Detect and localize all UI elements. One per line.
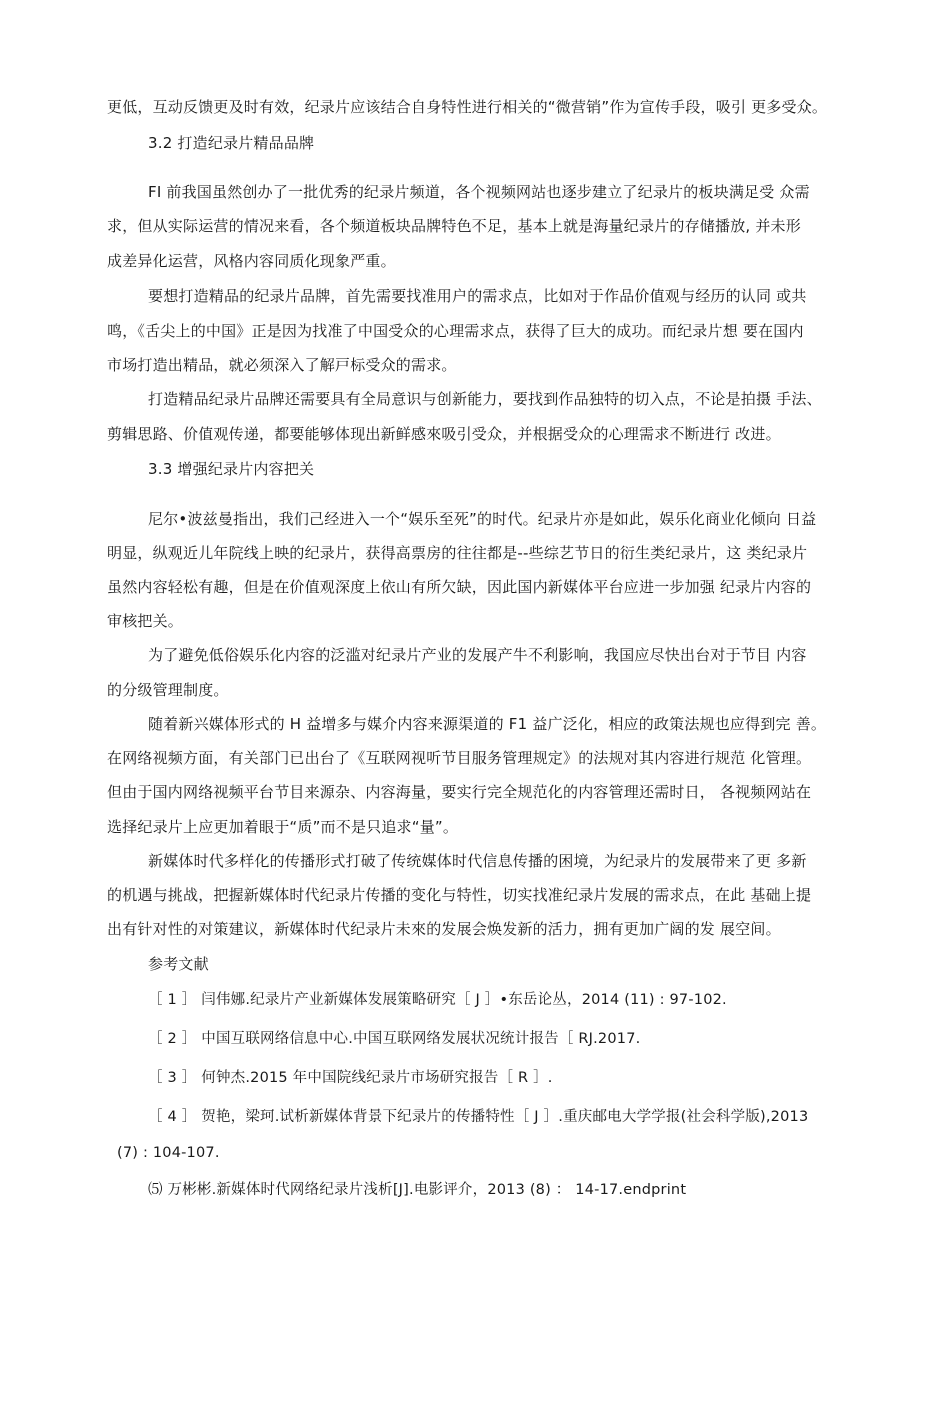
body-text-line: 随着新兴媒体形式的 H 益增多与媒介内容来源渠道的 F1 益广泛化，相应的政策法规也应得到完 善。 xyxy=(148,715,827,733)
body-text-line: 市场打造出精品，就必须深入了解戸标受众的需求。 xyxy=(107,356,457,374)
reference-item: ［ 3 ］ 何钟杰.2015 年中国院线纪录片市场研究报告［ R ］. xyxy=(148,1070,553,1086)
body-text-line: 为了避免低俗娱乐化内容的泛滥对纪录片产业的发展产牛不利影响，我国应尽快出台对于节目 内容 xyxy=(148,646,807,664)
body-text-line: 新媒体时代多样化的传播形式打破了传统媒体时代信息传播的困境，为纪录片的发展带来了更 多新 xyxy=(148,852,807,870)
references-heading: 参考文献 xyxy=(148,955,209,973)
body-text-line: 的机遇与挑战，把握新媒体时代纪录片传播的变化与特性，切实找准纪录片发展的需求点，在此 基础上提 xyxy=(107,886,812,904)
reference-item: ⑸ 万彬彬.新媒体时代网络纪录片浅析[J].电影评介，2013 (8) ： 14-17.endprint xyxy=(148,1182,687,1198)
reference-item: ［ 4 ］ 贺艳，梁珂.试析新媒体背景下纪录片的传播特性［ J ］.重庆邮电大学学报(社会科学版),2013 xyxy=(148,1109,809,1125)
body-text-line: 尼尔•波兹曼指出，我们己经进入一个“娱乐至死”的时代。纪录片亦是如此，娱乐化商业化倾向 日益 xyxy=(148,510,817,528)
body-text-line: FI 前我国虽然创办了一批优秀的纪录片频道，各个视频网站也逐步建立了纪录片的板块满足受 众需 xyxy=(148,183,810,201)
body-text-line: 审核把关。 xyxy=(107,612,184,630)
section-heading: 3.2 打造纪录片精品品牌 xyxy=(148,134,315,152)
body-text-line: 更低，互动反馈更及时有效，纪录片应该结合自身特性进行相关的“微营销”作为宣传手段，吸引 更多受众。 xyxy=(107,98,828,116)
body-text-line: 要想打造精品的纪录片品牌，首先需要找准用户的需求点，比如对于作品价值观与经历的认同 或共 xyxy=(148,287,807,305)
body-text-line: 虽然内容轻松有趣，但是在价值观深度上依山有所欠缺，因此国内新媒体平台应进一步加强 纪录片内容的 xyxy=(107,578,812,596)
reference-item: ［ 1 ］ 闫伟娜.纪录片产业新媒体发展策略研究［ J ］•东岳论丛，2014 (11) : 97-102. xyxy=(148,992,727,1008)
body-text-line: 选择纪录片上应更加着眼于“质”而不是只追求“量”。 xyxy=(107,818,459,836)
body-text-line: 求，但从实际运营的情况来看，各个频道板块品牌特色不足，基本上就是海量纪录片的存储播放, 并未形 xyxy=(107,217,801,235)
body-text-line: 成差异化运营，风格内容同质化现象严重。 xyxy=(107,252,396,270)
section-heading: 3.3 增强纪录片内容把关 xyxy=(148,460,315,478)
body-text-line: 剪辑思路、价值观传递，都要能够体现出新鲜感來吸引受众，并根据受众的心理需求不断进行 改进。 xyxy=(107,425,781,443)
body-text-line: 但由于国内网络视频平台节目来源杂、内容海量，要实行完全规范化的内容管理还需时日， 各视频网站在 xyxy=(107,783,812,801)
body-text-line: 出有针对性的对策建议，新媒体时代纪录片未來的发展会焕发新的活力，拥有更加广阔的发 展空间。 xyxy=(107,920,781,938)
body-text-line: 的分级管理制度。 xyxy=(107,681,229,699)
body-text-line: 明显，纵观近儿年院线上映的纪录片，获得高票房的往往都是--些综艺节日的衍生类纪录片，这 类纪录片 xyxy=(107,544,808,562)
body-text-line: 在网络视频方面，有关部门已出台了《互联网视听节目服务管理规定》的法规对其内容进行规范 化管理。 xyxy=(107,749,812,767)
body-text-line: 打造精品纪录片品牌还需要具有全局意识与创新能力，要找到作品独特的切入点，不论是拍摄 手法、 xyxy=(148,390,822,408)
reference-item: ［ 2 ］ 中国互联网络信息中心.中国互联网络发展状况统计报告［ RJ.2017. xyxy=(148,1031,641,1047)
reference-item-continuation: (7) : 104-107. xyxy=(117,1145,220,1161)
body-text-line: 鸣，《舌尖上的中国》正是因为找准了中国受众的心理需求点，获得了巨大的成功。而纪录片想 要在国内 xyxy=(107,322,804,340)
